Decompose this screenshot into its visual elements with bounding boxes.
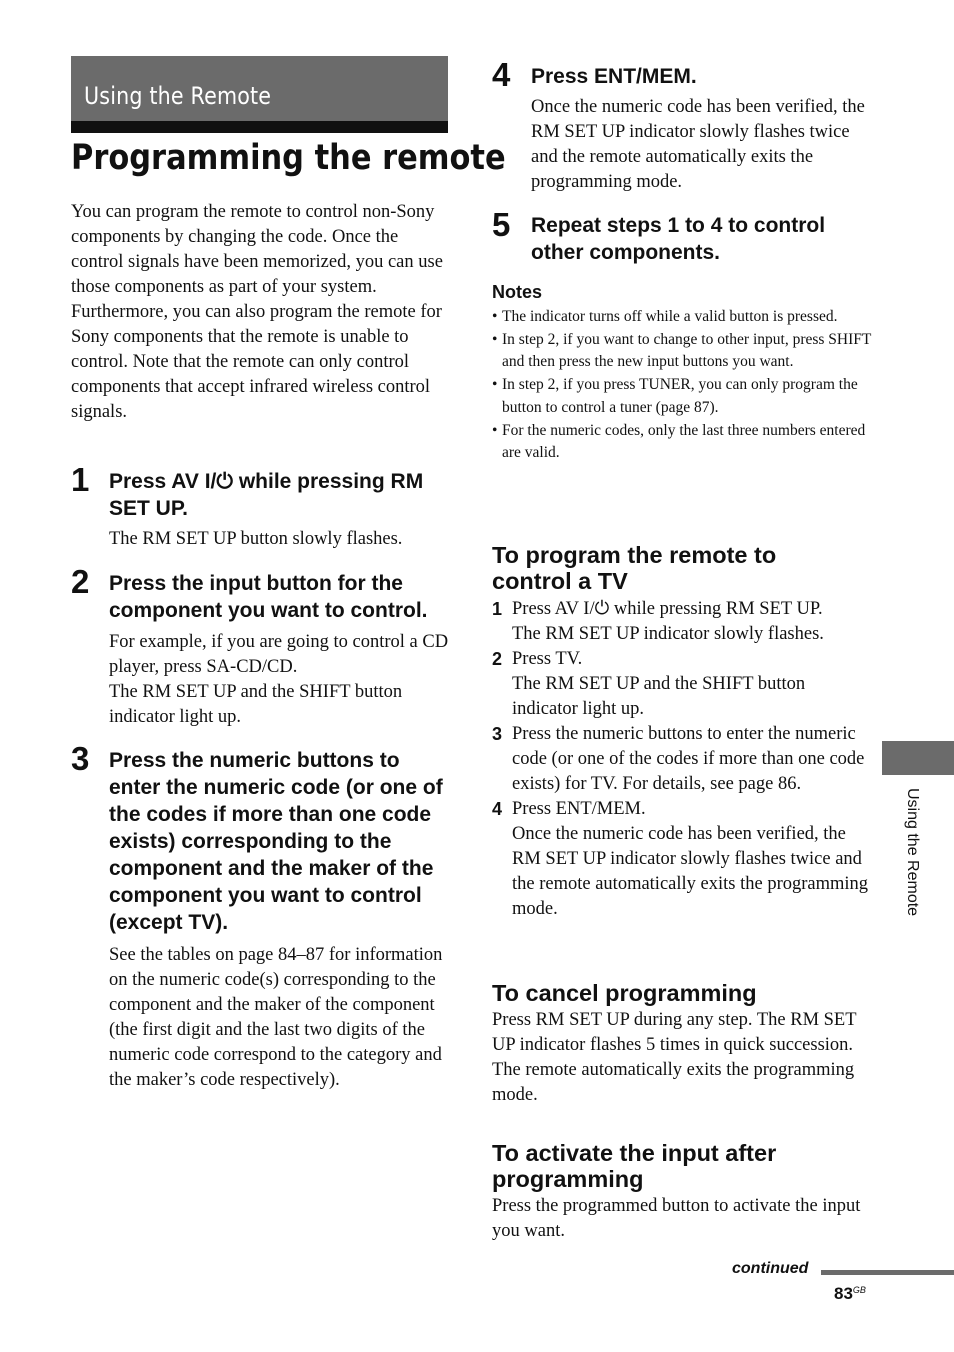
- step-number: 3: [71, 740, 90, 777]
- tv-step-number: 1: [492, 599, 503, 619]
- note-text: For the numeric codes, only the last three numbers entered are valid.: [502, 421, 866, 462]
- step-heading: Press the numeric buttons to enter the numeric code (or one of the codes if more than one code exists) corresponding to the component and the maker of the component you want to control (except TV).: [109, 749, 443, 934]
- intro-paragraph: Furthermore, you can also program the remote for Sony components that the remote is unable to control. Note that the remote can only control components that accept infrared wireless control signals.: [71, 302, 442, 422]
- tv-step-number: 4: [492, 799, 503, 819]
- step-5: [492, 208, 872, 268]
- page-number: [834, 1284, 866, 1304]
- tv-step-text: Press ENT/MEM.: [512, 799, 646, 819]
- tv-step: [492, 597, 872, 647]
- tv-step-detail: Once the numeric code has been verified, the RM SET UP indicator slowly flashes twice and the remote automatically exits the programming mode.: [512, 824, 869, 919]
- step-body: For example, if you are going to control a CD player, press SA-CD/CD. The RM SET UP and the SHIFT button indicator light up.: [109, 632, 449, 727]
- step-3: [71, 742, 451, 1122]
- intro: [71, 200, 451, 425]
- notes-title: Notes: [492, 282, 543, 302]
- step-heading: Repeat steps 1 to 4 to control other components.: [531, 214, 826, 264]
- step-1: [71, 463, 451, 553]
- step-number: 4: [492, 56, 511, 93]
- notes-list: [492, 306, 872, 465]
- step-body: The RM SET UP button slowly flashes.: [109, 529, 403, 549]
- continued-label: continued: [732, 1260, 809, 1277]
- tv-step: [492, 797, 872, 922]
- step-number: 1: [71, 461, 90, 498]
- bullet: •: [492, 308, 498, 325]
- activate-body: Press the programmed button to activate the input you want.: [492, 1196, 861, 1241]
- note-item: [492, 420, 872, 465]
- bullet: •: [492, 376, 498, 394]
- note-text: In step 2, if you want to change to other input, press SHIFT and then press the new input buttons you want.: [502, 330, 872, 371]
- step-heading: Press ENT/MEM.: [531, 65, 697, 88]
- tv-step: [492, 722, 872, 797]
- step-2: [71, 565, 451, 735]
- tv-step-text: Press the numeric buttons to enter the numeric code (or one of the codes if more than one code exists) for TV. For details, see page 86.: [512, 724, 865, 794]
- tv-step-detail: The RM SET UP indicator slowly flashes.: [512, 624, 824, 644]
- tv-step-detail: The RM SET UP and the SHIFT button indicator light up.: [512, 674, 806, 719]
- page-title: Programming the remote: [71, 138, 506, 178]
- step-heading: Press AV I/⏻ while pressing RM SET UP.: [109, 470, 424, 520]
- activate-heading: To activate the input after programming: [492, 1140, 777, 1192]
- page-suffix: GB: [852, 1285, 866, 1295]
- cancel-body: Press RM SET UP during any step. The RM SET UP indicator flashes 5 times in quick succession. The remote automatically exits the programming mode.: [492, 1010, 857, 1105]
- step-number: 2: [71, 563, 90, 600]
- note-item: [492, 329, 872, 374]
- step-heading: Press the input button for the component you want to control.: [109, 572, 428, 622]
- section-title: Using the Remote: [84, 82, 272, 110]
- tv-step-number: 3: [492, 724, 503, 744]
- note-item: [492, 374, 872, 419]
- continued-bar: [821, 1270, 954, 1275]
- note-item: [492, 306, 872, 329]
- page-number-value: 83: [834, 1284, 853, 1303]
- note-text: In step 2, if you press TUNER, you can only program the button to control a tuner (page 87).: [502, 376, 858, 416]
- tv-step-text: Press TV.: [512, 649, 583, 669]
- note-text: The indicator turns off while a valid button is pressed.: [502, 308, 838, 325]
- section-banner: [71, 56, 448, 133]
- tv-step-text: Press AV I/⏻ while pressing RM SET UP.: [512, 599, 823, 619]
- cancel-heading: To cancel programming: [492, 980, 757, 1006]
- tv-step: [492, 647, 872, 722]
- tv-heading: To program the remote to control a TV: [492, 542, 777, 594]
- side-tab-label: Using the Remote: [904, 788, 921, 917]
- tv-steps: [492, 597, 872, 922]
- step-number: 5: [492, 206, 511, 243]
- step-body: Once the numeric code has been verified, the RM SET UP indicator slowly flashes twice and the remote automatically exits the programming mode.: [531, 97, 865, 192]
- step-4: [492, 58, 872, 198]
- bullet: •: [492, 330, 498, 348]
- intro-paragraph: You can program the remote to control non-Sony components by changing the code. Once the control signals have been memorized, you can use those components as part of your system.: [71, 202, 443, 297]
- side-tab: [882, 741, 954, 775]
- step-body: See the tables on page 84–87 for information on the numeric code(s) corresponding to the component and the maker of the component (the first digit and the last two digits of the numeric code correspond to the category and the maker’s code respectively).: [109, 945, 443, 1090]
- bullet: •: [492, 421, 498, 439]
- tv-step-number: 2: [492, 649, 503, 669]
